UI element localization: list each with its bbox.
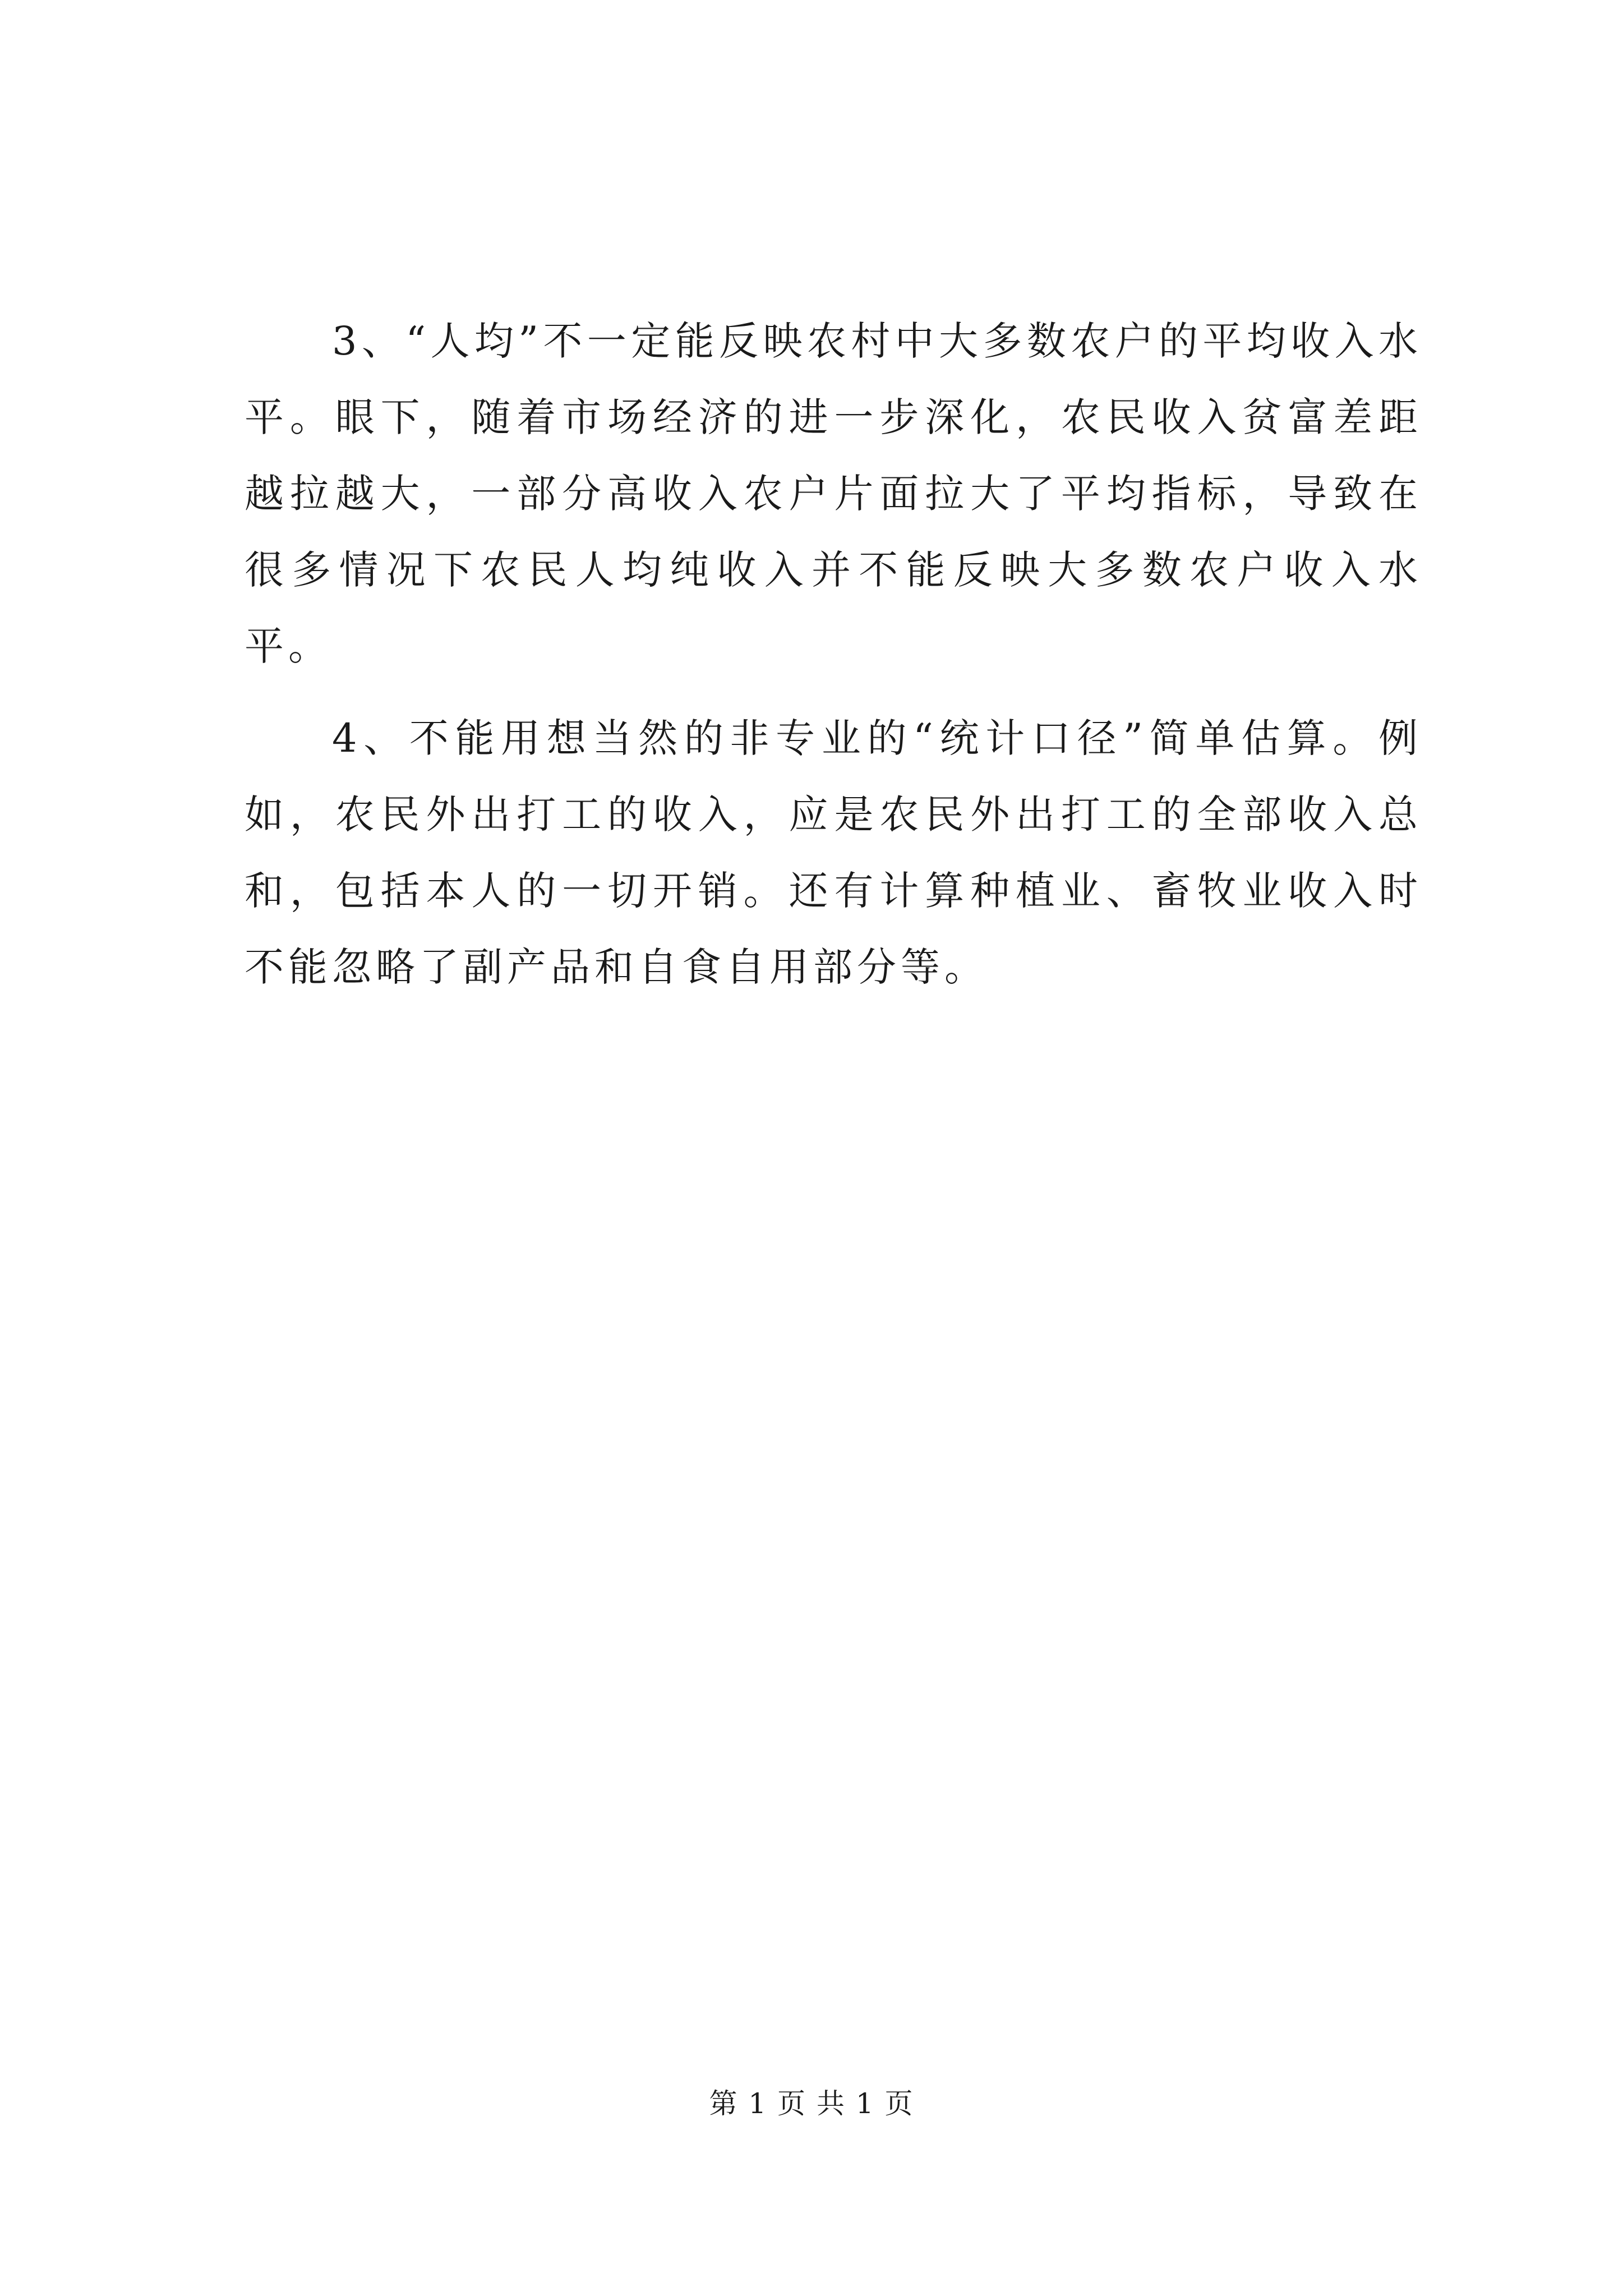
paragraph-3: 3、“人均”不一定能反映农村中大多数农户的平均收入水平。眼下，随着市场经济的进一步深化，农民收入贫富差距越拉越大，一部分高收入农户片面拉大了平均指标，导致在很多情况下农民人均纯收入并不能反映大多数农户收入水平。: [245, 318, 1422, 669]
document-body: [245, 303, 1422, 1021]
paragraph-4: 4、不能用想当然的非专业的“统计口径”简单估算。例如，农民外出打工的收入，应是农民外出打工的全部收入总和，包括本人的一切开销。还有计算种植业、畜牧业收入时不能忽略了副产品和自食自用部分等。: [245, 715, 1422, 990]
page-footer: 第 1 页 共 1 页: [709, 2087, 914, 2120]
